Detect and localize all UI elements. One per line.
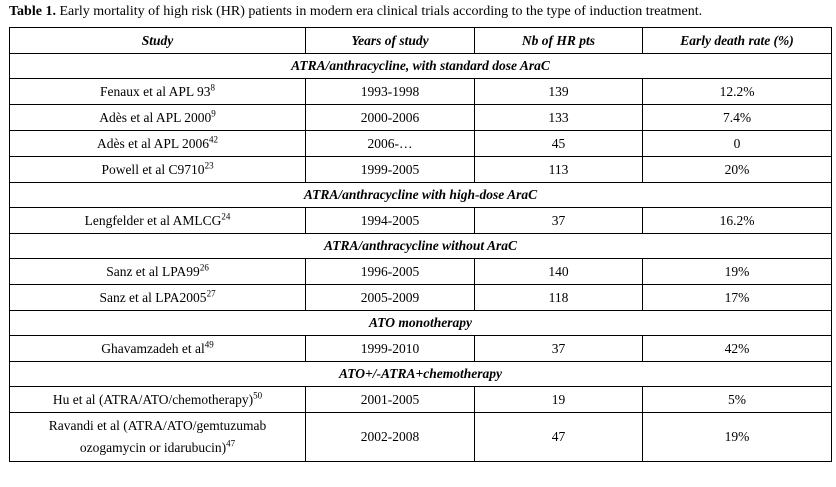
rate-cell: 42% bbox=[643, 336, 832, 362]
study-cell: Adès et al APL 2000$^9$ bbox=[10, 105, 306, 131]
section-title: ATRA/anthracycline, with standard dose AraC bbox=[10, 54, 832, 79]
section-title: ATRA/anthracycline without AraC bbox=[10, 234, 832, 259]
table-row bbox=[10, 157, 832, 183]
section-row bbox=[10, 362, 832, 387]
table-row bbox=[10, 387, 832, 413]
caption-text: Early mortality of high risk (HR) patients in modern era clinical trials according to the type of induction treatment. bbox=[55, 4, 703, 19]
header-death-rate: Early death rate (%) bbox=[643, 28, 832, 54]
section-title: ATRA/anthracycline with high-dose AraC bbox=[10, 183, 832, 208]
years-cell: 2000-2006 bbox=[306, 105, 475, 131]
table-row bbox=[10, 285, 832, 311]
rate-cell: 17% bbox=[643, 285, 832, 311]
nb-cell: 118 bbox=[475, 285, 643, 311]
nb-cell: 113 bbox=[475, 157, 643, 183]
rate-cell: 5% bbox=[643, 387, 832, 413]
years-cell: 2006-… bbox=[306, 131, 475, 157]
ref-superscript: 50 bbox=[253, 390, 263, 400]
header-study: Study bbox=[10, 28, 306, 54]
years-cell: 2005-2009 bbox=[306, 285, 475, 311]
nb-cell: 140 bbox=[475, 259, 643, 285]
ref-superscript: 27 bbox=[206, 288, 216, 298]
study-cell: Powell et al C9710$^{23}$ bbox=[10, 157, 306, 183]
years-cell: 2002-2008 bbox=[306, 413, 475, 462]
table-row bbox=[10, 413, 832, 462]
ref-superscript: 47 bbox=[226, 438, 236, 449]
study-cell: Sanz et al $LPA99^{26}$ bbox=[10, 259, 306, 285]
nb-cell: 139 bbox=[475, 79, 643, 105]
study-cell: Fenaux et al APL $93^8$ bbox=[10, 79, 306, 105]
nb-cell: 37 bbox=[475, 336, 643, 362]
study-cell: Ravandi et al (ATRA/ATO/gemtuzumab ozogamycin or idarubucin)$^{47}$ bbox=[10, 413, 306, 462]
rate-cell: 12.2% bbox=[643, 79, 832, 105]
rate-cell: 20% bbox=[643, 157, 832, 183]
section-row bbox=[10, 311, 832, 336]
header-nb: Nb of HR pts bbox=[475, 28, 643, 54]
rate-cell: 19% bbox=[643, 413, 832, 462]
table-row bbox=[10, 131, 832, 157]
years-cell: 1994-2005 bbox=[306, 208, 475, 234]
table-caption bbox=[9, 4, 702, 20]
nb-cell: 45 bbox=[475, 131, 643, 157]
section-row bbox=[10, 183, 832, 208]
years-cell: 1996-2005 bbox=[306, 259, 475, 285]
ref-superscript: 24 bbox=[221, 211, 231, 221]
header-years: Years of study bbox=[306, 28, 475, 54]
years-cell: 1993-1998 bbox=[306, 79, 475, 105]
study-cell: Sanz et al LPA2005$^{27}$ bbox=[10, 285, 306, 311]
section-title: ATO monotherapy bbox=[10, 311, 832, 336]
years-cell: 2001-2005 bbox=[306, 387, 475, 413]
caption-label: Table 1. bbox=[9, 4, 56, 19]
rate-cell: 16.2% bbox=[643, 208, 832, 234]
table-row bbox=[10, 336, 832, 362]
ref-superscript: 42 bbox=[209, 134, 218, 144]
table-row bbox=[10, 259, 832, 285]
mortality-table bbox=[9, 27, 832, 462]
years-cell: 1999-2010 bbox=[306, 336, 475, 362]
header-row bbox=[10, 28, 832, 54]
ref-superscript: 23 bbox=[204, 160, 214, 170]
rate-cell: 0 bbox=[643, 131, 832, 157]
ref-superscript: 9 bbox=[211, 108, 216, 118]
years-cell: 1999-2005 bbox=[306, 157, 475, 183]
table-row bbox=[10, 105, 832, 131]
nb-cell: 133 bbox=[475, 105, 643, 131]
rate-cell: 19% bbox=[643, 259, 832, 285]
study-cell: Lengfelder et al AMLCG$^{24}$ bbox=[10, 208, 306, 234]
study-cell: Hu et al (ATRA/ATO/chemotherapy)$^{50}$ bbox=[10, 387, 306, 413]
study-cell: Ghavamzadeh et $al^{49}$ bbox=[10, 336, 306, 362]
ref-superscript: 26 bbox=[199, 262, 209, 272]
section-title: ATO+/-ATRA+chemotherapy bbox=[10, 362, 832, 387]
study-cell: Adès et al APL 2006$^{42}$ bbox=[10, 131, 306, 157]
rate-cell: 7.4% bbox=[643, 105, 832, 131]
nb-cell: 19 bbox=[475, 387, 643, 413]
section-row bbox=[10, 234, 832, 259]
nb-cell: 47 bbox=[475, 413, 643, 462]
table-row bbox=[10, 208, 832, 234]
ref-superscript: 49 bbox=[204, 339, 214, 349]
ref-superscript: 8 bbox=[210, 82, 215, 92]
section-row bbox=[10, 54, 832, 79]
table-row bbox=[10, 79, 832, 105]
nb-cell: 37 bbox=[475, 208, 643, 234]
